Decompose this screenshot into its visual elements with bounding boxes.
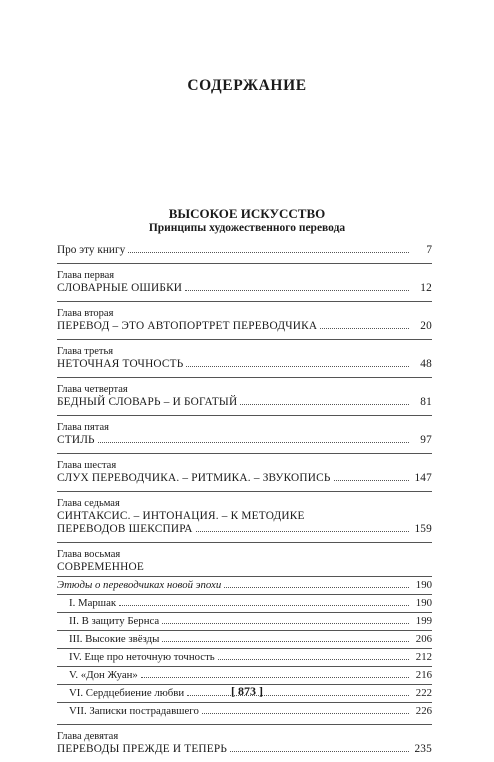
chapter-title: СТИЛЬ: [57, 434, 95, 446]
toc-page-number: 147: [414, 472, 432, 484]
essays-heading: Этюды о переводчиках новой эпохи: [57, 579, 222, 591]
page-title: СОДЕРЖАНИЕ: [187, 77, 307, 94]
toc-page-number: 199: [415, 615, 432, 627]
chapter-label: Глава девятая: [57, 731, 119, 742]
chapter-title: СОВРЕМЕННОЕ: [57, 561, 144, 573]
chapter-label: Глава третья: [57, 346, 114, 357]
toc-page-number: 235: [414, 743, 432, 755]
chapter-label: Глава четвертая: [57, 384, 128, 395]
leader-dots: [196, 523, 409, 532]
chapter-title: СЛОВАРНЫЕ ОШИБКИ: [57, 282, 183, 294]
toc-page-number: 206: [415, 633, 432, 645]
toc-page-number: 226: [415, 705, 432, 717]
chapter-label: Глава пятая: [57, 422, 109, 433]
toc-page-number: 222: [415, 687, 432, 699]
leader-dots: [230, 743, 409, 752]
leader-dots: [334, 472, 409, 481]
toc-entry-chapter-7[interactable]: [57, 491, 432, 542]
toc-entry-intro[interactable]: [57, 242, 432, 263]
toc-entry-chapter-9[interactable]: [57, 724, 432, 762]
chapter-label: Глава восьмая: [57, 549, 121, 560]
toc-page-number: 81: [420, 396, 432, 408]
toc-subentry[interactable]: [57, 666, 432, 682]
leader-dots: [320, 320, 409, 329]
leader-dots: [162, 633, 409, 642]
toc-entry-chapter-5[interactable]: [57, 415, 432, 453]
leader-dots: [240, 396, 409, 405]
leader-dots: [186, 358, 409, 367]
toc-entry-chapter-6[interactable]: [57, 453, 432, 491]
chapter-label: Глава вторая: [57, 308, 114, 319]
leader-dots: [218, 651, 409, 660]
toc-entry-chapter-4[interactable]: [57, 377, 432, 415]
chapter-title-line-2: ПЕРЕВОДОВ ШЕКСПИРА: [57, 523, 193, 535]
toc-page-number: 12: [420, 282, 432, 294]
subentry-title: I. Маршак: [69, 597, 117, 609]
toc-subentry[interactable]: [57, 594, 432, 610]
leader-dots: [162, 615, 409, 624]
leader-dots: [98, 434, 409, 443]
toc-page-number: 7: [426, 244, 432, 256]
toc-page-number: 159: [414, 523, 432, 535]
chapter-title: СЛУХ ПЕРЕВОДЧИКА. – РИТМИКА. – ЗВУКОПИСЬ: [57, 472, 331, 484]
toc-page-number: 48: [420, 358, 432, 370]
leader-dots: [119, 597, 409, 606]
subentry-title: VI. Сердцебиение любви: [69, 687, 185, 699]
subentry-title: III. Высокие звёзды: [69, 633, 160, 645]
leader-dots: [185, 282, 409, 291]
chapter-title: БЕДНЫЙ СЛОВАРЬ – И БОГАТЫЙ: [57, 396, 238, 408]
subentry-title: V. «Дон Жуан»: [69, 669, 138, 681]
toc-entry-chapter-3[interactable]: [57, 339, 432, 377]
toc-subentry[interactable]: [57, 630, 432, 646]
toc-subentry[interactable]: [57, 648, 432, 664]
chapter-label: Глава шестая: [57, 460, 117, 471]
toc-page-number: 97: [420, 434, 432, 446]
toc-page-number: 190: [415, 579, 432, 591]
toc-page-number: 212: [415, 651, 432, 663]
toc-page-number: 20: [420, 320, 432, 332]
chapter-title: ПЕРЕВОД – ЭТО АВТОПОРТРЕТ ПЕРЕВОДЧИКА: [57, 320, 318, 332]
subentry-title: IV. Еще про неточную точность: [69, 651, 215, 663]
chapter-title-line-1: СИНТАКСИС. – ИНТОНАЦИЯ. – К МЕТОДИКЕ: [57, 510, 305, 522]
leader-dots: [128, 244, 409, 253]
chapter-label: Глава первая: [57, 270, 115, 281]
chapter-label: Глава седьмая: [57, 498, 120, 509]
toc-entry-chapter-2[interactable]: [57, 301, 432, 339]
page-number: [ 873 ]: [231, 684, 263, 698]
toc-page-number: 190: [415, 597, 432, 609]
chapter-title: НЕТОЧНАЯ ТОЧНОСТЬ: [57, 358, 184, 370]
toc-entry-chapter-1[interactable]: [57, 263, 432, 301]
toc-entry-title: Про эту книгу: [57, 244, 126, 256]
leader-dots: [224, 579, 409, 588]
book-subtitle: Принципы художественного перевода: [148, 222, 346, 234]
subentry-title: VII. Записки пострадавшего: [69, 705, 199, 717]
toc-subentry[interactable]: [57, 612, 432, 628]
book-title: ВЫСОКОЕ ИСКУССТВО: [168, 206, 326, 221]
leader-dots: [202, 705, 409, 714]
chapter-title: ПЕРЕВОДЫ ПРЕЖДЕ И ТЕПЕРЬ: [57, 743, 228, 755]
leader-dots: [141, 669, 409, 678]
toc-page-number: 216: [415, 669, 432, 681]
subentry-title: II. В защиту Бернса: [69, 615, 160, 627]
toc-subentry[interactable]: [57, 702, 432, 718]
